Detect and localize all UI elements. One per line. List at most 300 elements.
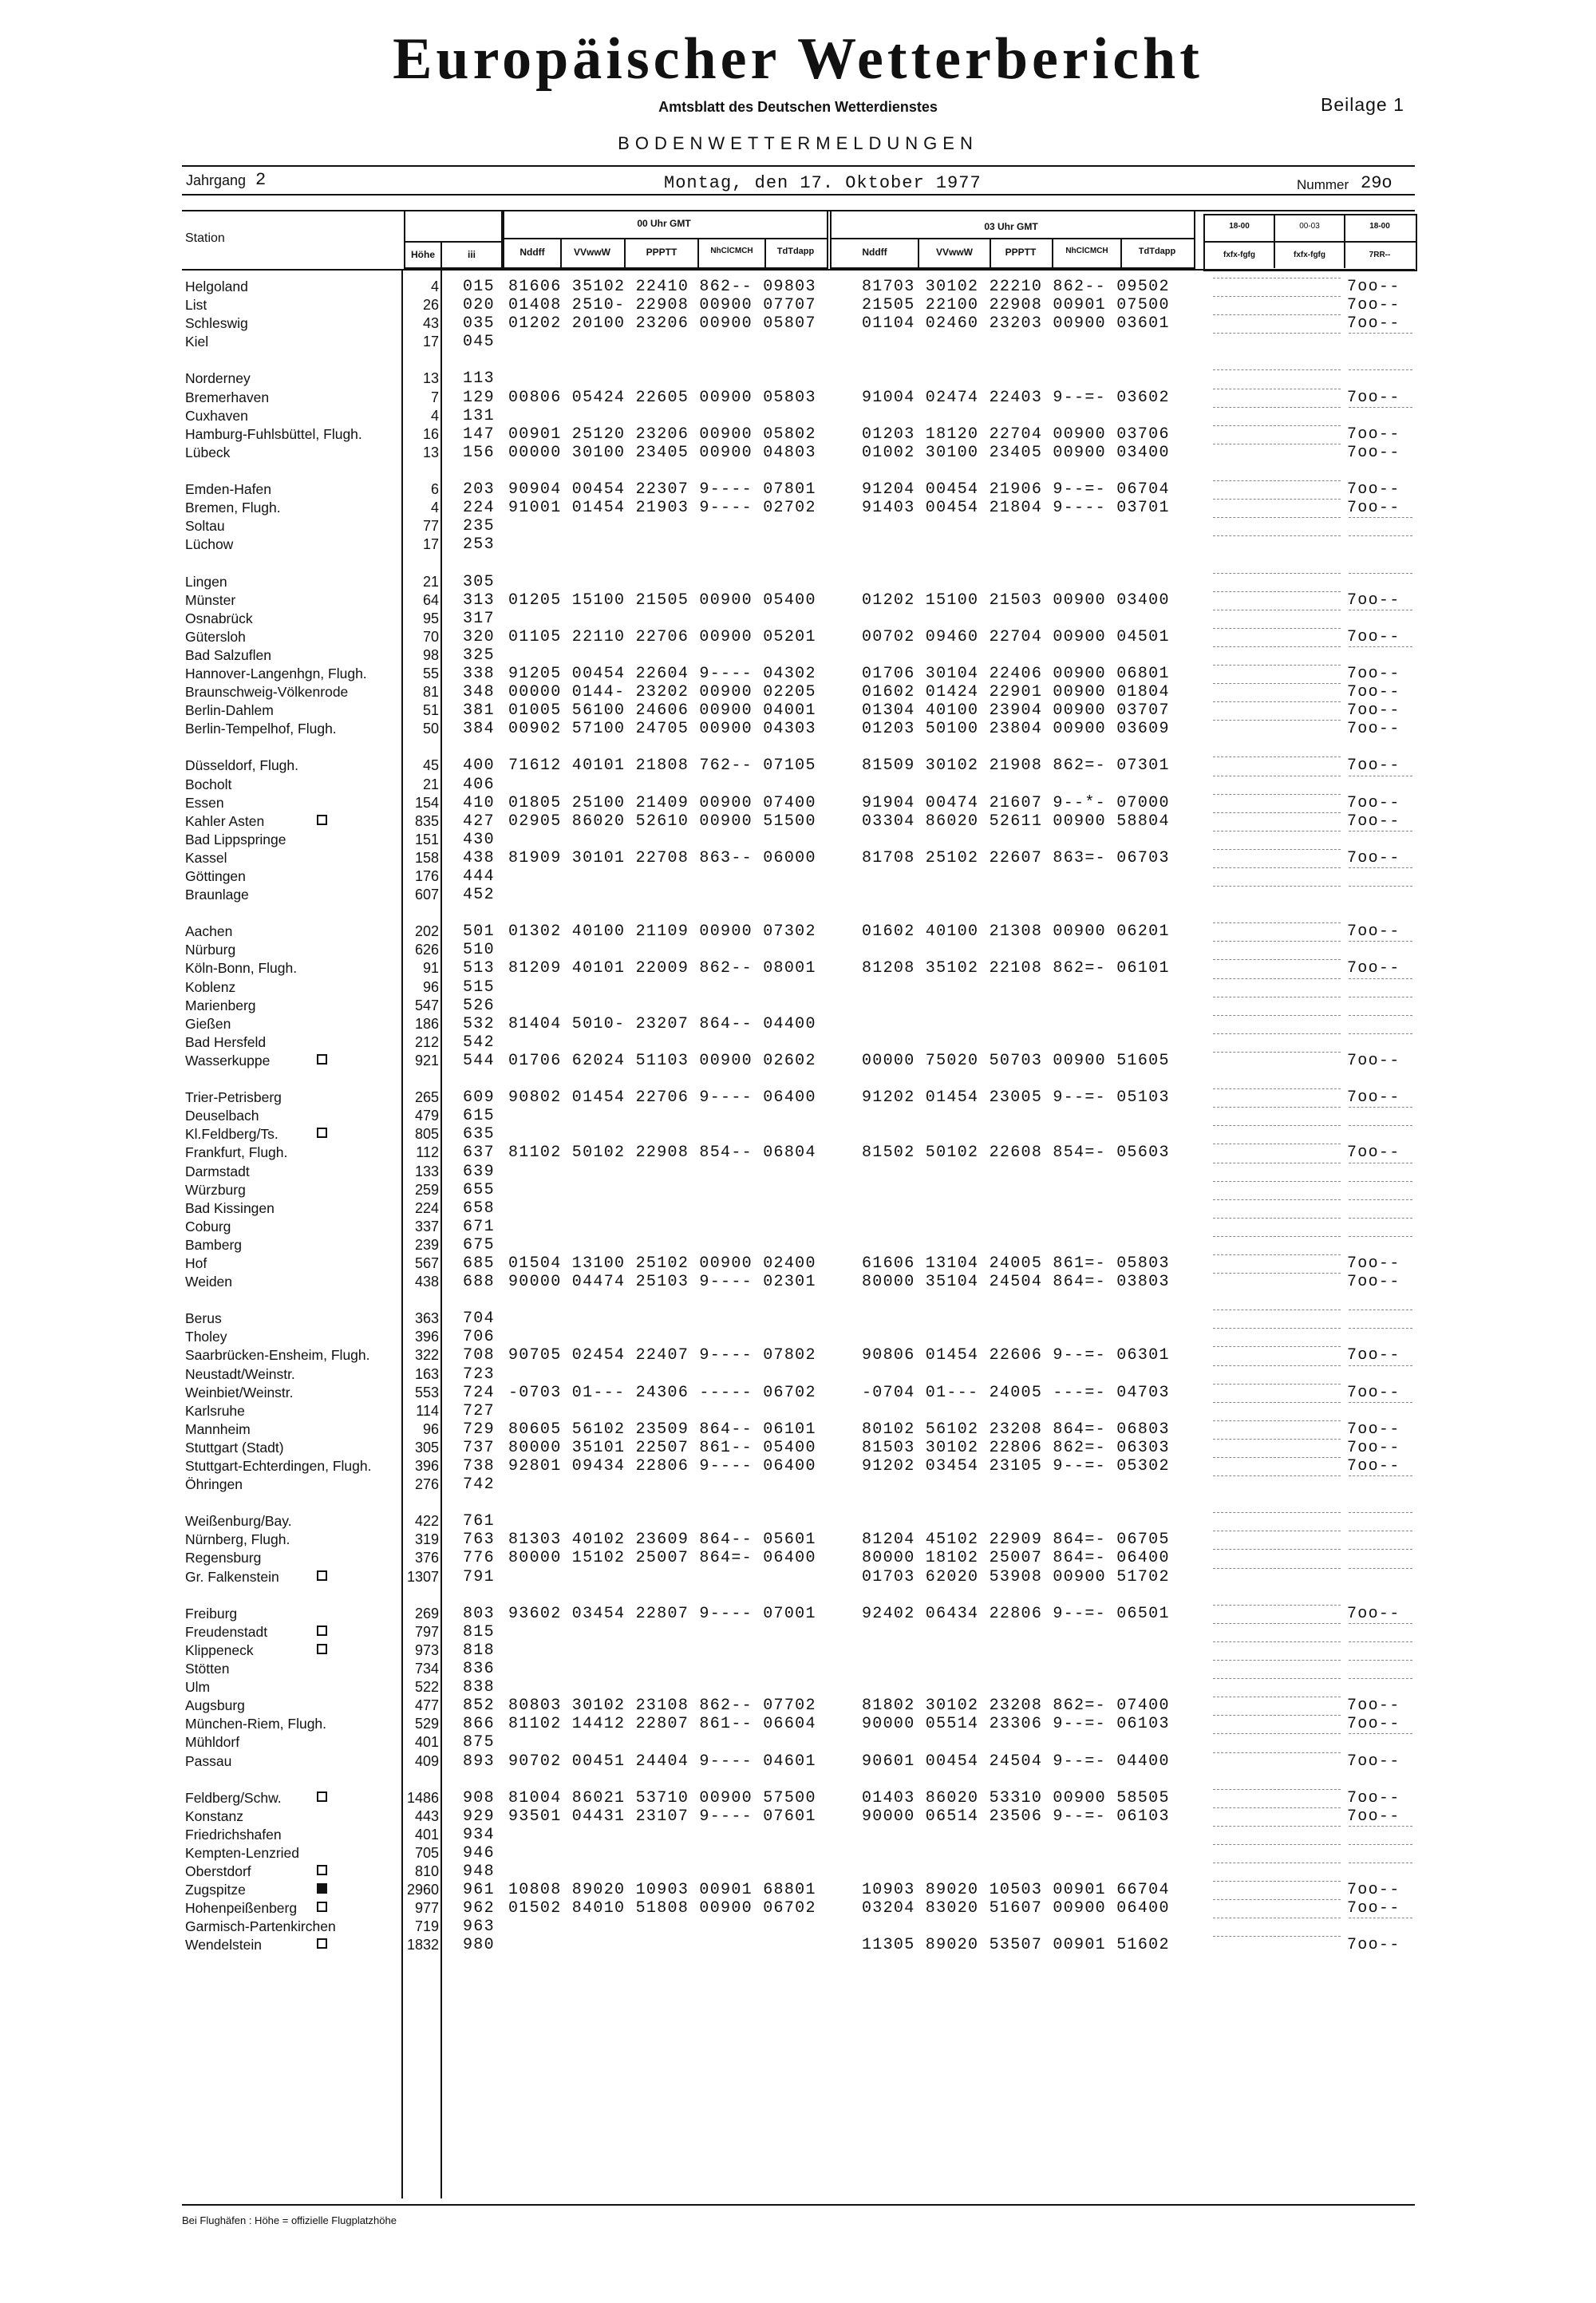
table-row	[0, 314, 1596, 333]
table-row	[0, 812, 1596, 831]
station-height: 259	[414, 1181, 439, 1198]
filled-square-icon	[317, 1883, 327, 1894]
col-t1800b: 18-00	[1369, 222, 1390, 231]
obs-00-gmt: 91001 01454 21903 9---- 02702	[508, 499, 816, 518]
station-name: Frankfurt, Flugh.	[185, 1144, 288, 1161]
station-height: 91	[422, 960, 439, 977]
station-name: Darmstadt	[185, 1163, 250, 1179]
obs-03-gmt: 00000 75020 50703 00900 51605	[862, 1051, 1170, 1070]
station-height: 376	[414, 1550, 439, 1566]
station-id: 400	[463, 756, 495, 776]
fill-line	[1349, 941, 1412, 942]
fill-line	[1213, 314, 1341, 316]
station-height: 81	[422, 684, 439, 701]
fill-line	[1213, 1733, 1341, 1735]
table-row	[0, 480, 1596, 499]
table-row	[0, 1549, 1596, 1567]
table-row	[0, 1384, 1596, 1402]
station-height: 322	[414, 1347, 439, 1364]
table-row	[0, 1402, 1596, 1420]
fill-line	[1349, 831, 1412, 832]
station-name: Kempten-Lenzried	[185, 1844, 299, 1861]
station-id: 542	[463, 1033, 495, 1052]
obs-03-gmt: 91202 01454 23005 9--=- 05103	[862, 1088, 1170, 1108]
precip-code: 7oo--	[1347, 1438, 1400, 1457]
station-height: 401	[414, 1826, 439, 1843]
obs-03-gmt: 80102 56102 23208 864=- 06803	[862, 1420, 1170, 1439]
table-row	[0, 1254, 1596, 1273]
fill-line	[1213, 756, 1341, 758]
precip-code: 7oo--	[1347, 480, 1400, 500]
table-row	[0, 1733, 1596, 1752]
station-name: Soltau	[185, 518, 225, 535]
fill-line	[1213, 1899, 1341, 1901]
table-row	[0, 1605, 1596, 1623]
table-row	[0, 573, 1596, 591]
station-height: 1486	[406, 1789, 439, 1806]
col-t1800: 18-00	[1229, 222, 1250, 231]
obs-00-gmt: 80605 56102 23509 864-- 06101	[508, 1420, 816, 1439]
station-name: Neustadt/Weinstr.	[185, 1365, 295, 1382]
station-id: 727	[463, 1401, 495, 1420]
table-row	[0, 296, 1596, 314]
obs-00-gmt: 90904 00454 22307 9---- 07801	[508, 480, 816, 500]
obs-00-gmt: 93602 03454 22807 9---- 07001	[508, 1604, 816, 1623]
obs-03-gmt: 01602 40100 21308 00900 06201	[862, 922, 1170, 942]
fill-line	[1349, 1033, 1412, 1035]
table-row	[0, 425, 1596, 444]
table-row	[0, 610, 1596, 628]
table-row	[0, 1181, 1596, 1199]
precip-code: 7oo--	[1347, 1457, 1400, 1475]
fill-line	[1349, 1365, 1412, 1367]
obs-00-gmt: 02905 86020 52610 00900 51500	[508, 812, 816, 831]
col-vvwww-00: VVwwW	[573, 247, 610, 258]
open-square-icon	[317, 1791, 327, 1802]
obs-03-gmt: 90601 00454 24504 9--=- 04400	[862, 1752, 1170, 1771]
station-name: Garmisch-Partenkirchen	[185, 1918, 336, 1935]
fill-line	[1213, 1457, 1341, 1459]
station-height: 13	[422, 444, 439, 460]
station-name: Bad Salzuflen	[185, 646, 271, 663]
open-square-icon	[317, 1054, 327, 1065]
precip-code: 7oo--	[1347, 664, 1400, 683]
fill-line	[1349, 1531, 1412, 1532]
station-name: Kassel	[185, 849, 227, 866]
station-height: 202	[414, 923, 439, 940]
station-height: 163	[414, 1365, 439, 1382]
station-height: 305	[414, 1439, 439, 1456]
station-name: Konstanz	[185, 1807, 243, 1824]
fill-line	[1349, 1402, 1412, 1404]
fill-line	[1213, 794, 1341, 796]
station-height: 212	[414, 1033, 439, 1050]
fill-line	[1213, 812, 1341, 814]
station-name: Passau	[185, 1752, 232, 1769]
fill-line	[1349, 1107, 1412, 1108]
station-name: Koblenz	[185, 978, 236, 995]
station-id: 685	[463, 1254, 495, 1273]
obs-00-gmt: 81004 86021 53710 00900 57500	[508, 1788, 816, 1807]
col-t0003: 00-03	[1299, 222, 1320, 231]
station-id: 325	[463, 646, 495, 665]
fill-line	[1349, 997, 1412, 998]
station-id: 671	[463, 1217, 495, 1236]
obs-00-gmt: 81102 14412 22807 861-- 06604	[508, 1715, 816, 1734]
table-row	[0, 831, 1596, 849]
table-row	[0, 941, 1596, 959]
station-id: 348	[463, 683, 495, 702]
fill-line	[1213, 1163, 1341, 1164]
fill-line	[1349, 1844, 1412, 1846]
station-id: 655	[463, 1180, 495, 1199]
precip-code: 7oo--	[1347, 1807, 1400, 1826]
fill-line	[1349, 1475, 1412, 1477]
table-row	[0, 369, 1596, 388]
station-id: 020	[463, 296, 495, 315]
table-row	[0, 886, 1596, 904]
col-hoehe: Höhe	[411, 249, 435, 260]
table-row	[0, 499, 1596, 517]
station-height: 176	[414, 868, 439, 884]
station-id: 129	[463, 388, 495, 407]
station-id: 544	[463, 1051, 495, 1070]
station-id: 776	[463, 1549, 495, 1568]
fill-line	[1213, 1568, 1341, 1570]
station-name: Nürburg	[185, 942, 236, 958]
station-name: Gütersloh	[185, 628, 246, 645]
fill-line	[1213, 1273, 1341, 1274]
station-id: 658	[463, 1199, 495, 1218]
fill-line	[1213, 683, 1341, 685]
fill-line	[1349, 1163, 1412, 1164]
station-height: 1307	[406, 1568, 439, 1585]
obs-00-gmt: 81909 30101 22708 863-- 06000	[508, 848, 816, 867]
table-row	[0, 1163, 1596, 1181]
table-row	[0, 1936, 1596, 1954]
table-row	[0, 665, 1596, 683]
table-row	[0, 1107, 1596, 1125]
station-id: 406	[463, 775, 495, 794]
precip-code: 7oo--	[1347, 1273, 1400, 1292]
fill-line	[1213, 701, 1341, 703]
precip-code: 7oo--	[1347, 959, 1400, 978]
table-row	[0, 1789, 1596, 1807]
fill-line	[1213, 499, 1341, 500]
fill-line	[1213, 610, 1341, 611]
hoehe-iii-box	[404, 211, 503, 269]
fill-line	[1349, 1310, 1412, 1311]
table-row	[0, 1752, 1596, 1771]
station-name: Bremen, Flugh.	[185, 500, 281, 516]
table-row	[0, 1346, 1596, 1365]
station-name: Helgoland	[185, 278, 248, 294]
obs-03-gmt: 81802 30102 23208 862=- 07400	[862, 1697, 1170, 1716]
fill-line	[1213, 1125, 1341, 1127]
station-name: Würzburg	[185, 1181, 246, 1198]
station-id: 305	[463, 572, 495, 591]
open-square-icon	[317, 1902, 327, 1912]
obs-00-gmt: 01005 56100 24606 00900 04001	[508, 701, 816, 721]
station-height: 133	[414, 1163, 439, 1179]
table-row	[0, 535, 1596, 554]
obs-00-gmt: 00000 30100 23405 00900 04803	[508, 443, 816, 462]
fill-line	[1213, 1236, 1341, 1238]
station-id: 015	[463, 278, 495, 296]
station-id: 929	[463, 1807, 495, 1826]
obs-03-gmt: -0704 01--- 24005 ---=- 04703	[862, 1383, 1170, 1402]
station-name: Berus	[185, 1310, 222, 1327]
table-row	[0, 1512, 1596, 1531]
station-height: 77	[422, 518, 439, 535]
table-row	[0, 1015, 1596, 1033]
fill-line	[1349, 867, 1412, 869]
header-rule-top	[182, 165, 1415, 167]
station-height: 719	[414, 1918, 439, 1935]
station-name: Bocholt	[185, 776, 232, 792]
table-row	[0, 591, 1596, 610]
table-row	[0, 720, 1596, 738]
fill-line	[1213, 1181, 1341, 1183]
fill-line	[1213, 1088, 1341, 1090]
open-square-icon	[317, 1626, 327, 1636]
station-height: 477	[414, 1697, 439, 1714]
fill-line	[1213, 922, 1341, 924]
fill-line	[1349, 978, 1412, 980]
obs-03-gmt: 01202 15100 21503 00900 03400	[862, 591, 1170, 610]
col-nhcl-03: NhClCMCH	[1065, 247, 1108, 255]
obs-00-gmt: 81404 5010- 23207 864-- 04400	[508, 1014, 816, 1033]
fill-line	[1213, 1015, 1341, 1017]
station-name: Braunschweig-Völkenrode	[185, 684, 349, 701]
fill-line	[1213, 1512, 1341, 1514]
station-height: 396	[414, 1329, 439, 1345]
table-row	[0, 1088, 1596, 1107]
station-name: Bremerhaven	[185, 389, 270, 405]
obs-00-gmt: 81606 35102 22410 862-- 09803	[508, 278, 816, 296]
open-square-icon	[317, 1865, 327, 1875]
station-name: Bad Hersfeld	[185, 1033, 267, 1050]
obs-00-gmt: 01105 22110 22706 00900 05201	[508, 627, 816, 646]
fill-line	[1213, 1531, 1341, 1532]
col-ff1: fxfx-fgfg	[1223, 251, 1255, 259]
station-id: 963	[463, 1918, 495, 1937]
precip-code: 7oo--	[1347, 1936, 1400, 1955]
station-name: Friedrichshafen	[185, 1826, 282, 1843]
table-row	[0, 1439, 1596, 1457]
fill-line	[1213, 296, 1341, 298]
station-height: 4	[430, 407, 439, 424]
col-station: Station	[185, 231, 225, 245]
station-name: Lüchow	[185, 536, 234, 553]
station-height: 553	[414, 1384, 439, 1400]
subtitle: Amtsblatt des Deutschen Wetterdienstes	[658, 99, 938, 115]
obs-00-gmt: 01408 2510- 22908 00900 07707	[508, 296, 816, 315]
obs-00-gmt: 10808 89020 10903 00901 68801	[508, 1881, 816, 1900]
obs-00-gmt: 00000 0144- 23202 00900 02205	[508, 683, 816, 702]
precip-code: 7oo--	[1347, 1383, 1400, 1402]
obs-00-gmt: 00902 57100 24705 00900 04303	[508, 720, 816, 739]
station-height: 805	[414, 1126, 439, 1143]
fill-line	[1213, 1660, 1341, 1661]
station-id: 317	[463, 609, 495, 628]
precip-code: 7oo--	[1347, 1881, 1400, 1900]
fill-line	[1213, 849, 1341, 851]
station-name: Oberstdorf	[185, 1863, 251, 1880]
station-name: Hamburg-Fuhlsbüttel, Flugh.	[185, 425, 362, 442]
station-height: 114	[416, 1402, 439, 1419]
station-name: Regensburg	[185, 1550, 262, 1566]
fill-line	[1213, 959, 1341, 961]
station-name: Bad Lippspringe	[185, 831, 286, 847]
table-row	[0, 867, 1596, 886]
col-group00: 00 Uhr GMT	[637, 218, 691, 229]
obs-00-gmt: 71612 40101 21808 762-- 07105	[508, 756, 816, 776]
fill-line	[1349, 1512, 1412, 1514]
open-square-icon	[317, 1128, 327, 1138]
table-row	[0, 1881, 1596, 1899]
obs-03-gmt: 90000 05514 23306 9--=- 06103	[862, 1715, 1170, 1734]
obs-03-gmt: 01203 18120 22704 00900 03706	[862, 425, 1170, 444]
fill-line	[1213, 886, 1341, 887]
station-height: 810	[414, 1863, 439, 1880]
obs-03-gmt: 81204 45102 22909 864=- 06705	[862, 1531, 1170, 1550]
table-row	[0, 407, 1596, 425]
station-name: Aachen	[185, 923, 233, 940]
jahrgang-value: 2	[255, 170, 267, 190]
station-name: Freudenstadt	[185, 1623, 268, 1640]
obs-00-gmt: 90702 00451 24404 9---- 04601	[508, 1752, 816, 1771]
fill-line	[1349, 1236, 1412, 1238]
open-square-icon	[317, 815, 327, 825]
fill-line	[1213, 1807, 1341, 1809]
col-ff2: fxfx-fgfg	[1294, 251, 1325, 259]
group03-box	[830, 211, 1195, 269]
station-name: Tholey	[185, 1329, 227, 1345]
fill-line	[1349, 1660, 1412, 1661]
fill-line	[1213, 389, 1341, 390]
group03-divider	[830, 238, 1194, 239]
station-height: 797	[414, 1623, 439, 1640]
station-id: 866	[463, 1715, 495, 1734]
fill-line	[1349, 1641, 1412, 1643]
station-id: 532	[463, 1014, 495, 1033]
station-height: 547	[414, 997, 439, 1013]
precip-code: 7oo--	[1347, 756, 1400, 776]
station-name: Saarbrücken-Ensheim, Flugh.	[185, 1347, 370, 1364]
station-id: 045	[463, 333, 495, 352]
fill-line	[1213, 1310, 1341, 1311]
station-name: Berlin-Tempelhof, Flugh.	[185, 721, 337, 737]
fill-line	[1349, 1015, 1412, 1017]
obs-03-gmt: 01703 62020 53908 00900 51702	[862, 1567, 1170, 1586]
fill-line	[1213, 1549, 1341, 1550]
station-height: 158	[414, 849, 439, 866]
station-height: 21	[422, 573, 439, 590]
fill-line	[1213, 407, 1341, 409]
header-rule-bottom	[182, 194, 1415, 196]
station-name: Stuttgart (Stadt)	[185, 1439, 284, 1456]
station-height: 95	[422, 610, 439, 626]
obs-00-gmt: 91205 00454 22604 9---- 04302	[508, 664, 816, 683]
station-id: 452	[463, 886, 495, 905]
fill-line	[1213, 646, 1341, 648]
obs-03-gmt: 92402 06434 22806 9--=- 06501	[862, 1604, 1170, 1623]
fill-line	[1213, 1697, 1341, 1698]
table-row	[0, 1623, 1596, 1641]
fill-line	[1349, 1826, 1412, 1827]
precip-code: 7oo--	[1347, 701, 1400, 721]
fill-line	[1349, 1623, 1412, 1625]
fill-line	[1349, 646, 1412, 648]
fill-line	[1349, 573, 1412, 575]
station-height: 13	[422, 370, 439, 387]
table-row	[0, 1863, 1596, 1881]
fill-line	[1213, 1199, 1341, 1201]
obs-00-gmt: 81303 40102 23609 864-- 05601	[508, 1531, 816, 1550]
station-height: 835	[414, 812, 439, 829]
station-height: 154	[414, 794, 439, 811]
station-id: 513	[463, 959, 495, 978]
station-id: 908	[463, 1788, 495, 1807]
fill-line	[1213, 1789, 1341, 1791]
fill-line	[1213, 1439, 1341, 1440]
table-row	[0, 922, 1596, 941]
station-height: 401	[414, 1734, 439, 1751]
fill-line	[1213, 1881, 1341, 1882]
precip-code: 7oo--	[1347, 1420, 1400, 1439]
table-row	[0, 333, 1596, 351]
station-id: 410	[463, 793, 495, 812]
station-id: 723	[463, 1365, 495, 1384]
table-row	[0, 776, 1596, 794]
station-id: 706	[463, 1328, 495, 1347]
station-id: 444	[463, 867, 495, 886]
table-row	[0, 1125, 1596, 1144]
table-row	[0, 1273, 1596, 1291]
fill-line	[1349, 1918, 1412, 1919]
fill-line	[1213, 535, 1341, 537]
obs-00-gmt: 80000 35101 22507 861-- 05400	[508, 1438, 816, 1457]
station-name: Lübeck	[185, 444, 231, 460]
obs-03-gmt: 90000 06514 23506 9--=- 06103	[862, 1807, 1170, 1826]
fill-line	[1213, 628, 1341, 630]
fill-line	[1213, 1365, 1341, 1367]
fill-line	[1213, 1384, 1341, 1385]
table-row	[0, 517, 1596, 535]
station-name: Bad Kissingen	[185, 1199, 275, 1216]
station-name: Braunlage	[185, 887, 249, 903]
station-id: 946	[463, 1843, 495, 1863]
station-height: 224	[414, 1199, 439, 1216]
obs-03-gmt: 91204 00454 21906 9--=- 06704	[862, 480, 1170, 500]
station-id: 639	[463, 1162, 495, 1181]
obs-03-gmt: 00702 09460 22704 00900 04501	[862, 627, 1170, 646]
station-id: 724	[463, 1383, 495, 1402]
precip-code: 7oo--	[1347, 1346, 1400, 1365]
station-name: Weinbiet/Weinstr.	[185, 1384, 294, 1400]
station-height: 55	[422, 665, 439, 681]
table-row	[0, 1310, 1596, 1328]
station-id: 501	[463, 922, 495, 942]
fill-line	[1213, 978, 1341, 980]
footer-rule	[182, 2204, 1415, 2206]
obs-03-gmt: 21505 22100 22908 00901 07500	[862, 296, 1170, 315]
station-height: 396	[414, 1458, 439, 1474]
col-nddff-03: Nddff	[862, 247, 887, 258]
station-id: 615	[463, 1107, 495, 1126]
station-name: Schleswig	[185, 315, 248, 332]
